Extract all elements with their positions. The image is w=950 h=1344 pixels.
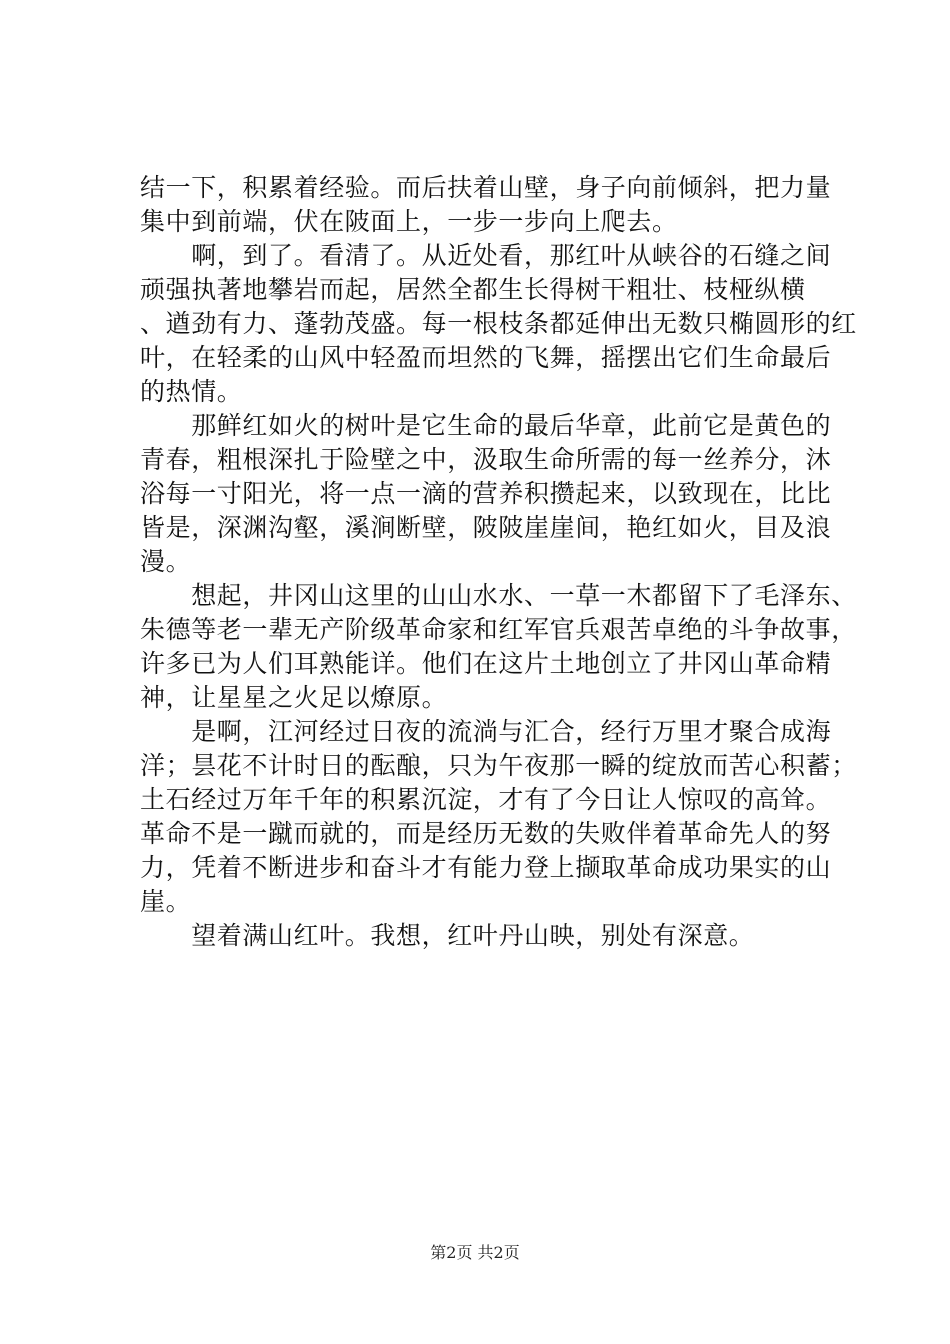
text-line: 青春，粗根深扎于险壁之中，汲取生命所需的每一丝养分，沐 xyxy=(140,445,832,474)
text-line: 崖。 xyxy=(140,887,192,916)
text-line: 、遒劲有力、蓬勃茂盛。每一根枝条都延伸出无数只椭圆形的红 xyxy=(140,309,857,338)
text-line: 神，让星星之火足以燎原。 xyxy=(140,683,448,712)
text-line: 洋；昙花不计时日的酝酿，只为午夜那一瞬的绽放而苦心积蓄； xyxy=(140,751,857,780)
text-line: 那鲜红如火的树叶是它生命的最后华章，此前它是黄色的 xyxy=(140,411,832,440)
text-line: 漫。 xyxy=(140,547,192,576)
text-line: 是啊，江河经过日夜的流淌与汇合，经行万里才聚合成海 xyxy=(140,717,832,746)
text-line: 叶，在轻柔的山风中轻盈而坦然的飞舞，摇摆出它们生命最后 xyxy=(140,343,832,372)
text-line: 集中到前端，伏在陂面上，一步一步向上爬去。 xyxy=(140,207,678,236)
text-line: 革命不是一蹴而就的，而是经历无数的失败伴着革命先人的努 xyxy=(140,819,832,848)
text-line: 顽强执著地攀岩而起，居然全都生长得树干粗壮、枝桠纵横 xyxy=(140,275,806,304)
text-line: 皆是，深渊沟壑，溪涧断壁，陂陂崖崖间，艳红如火，目及浪 xyxy=(140,513,832,542)
text-line: 力，凭着不断进步和奋斗才有能力登上撷取革命成功果实的山 xyxy=(140,853,832,882)
page-footer xyxy=(0,1242,950,1264)
page-number-label: 第2页 共2页 xyxy=(430,1243,520,1262)
text-line: 望着满山红叶。我想，红叶丹山映，别处有深意。 xyxy=(140,921,755,950)
text-line: 朱德等老一辈无产阶级革命家和红军官兵艰苦卓绝的斗争故事， xyxy=(140,615,857,644)
text-line: 土石经过万年千年的积累沉淀，才有了今日让人惊叹的高耸。 xyxy=(140,785,832,814)
text-line: 想起，井冈山这里的山山水水、一草一木都留下了毛泽东、 xyxy=(140,581,857,610)
body-text xyxy=(140,171,857,953)
text-line: 浴每一寸阳光，将一点一滴的营养积攒起来，以致现在，比比 xyxy=(140,479,832,508)
text-line: 的热情。 xyxy=(140,377,243,406)
text-line: 结一下，积累着经验。而后扶着山壁，身子向前倾斜，把力量 xyxy=(140,173,832,202)
text-line: 啊，到了。看清了。从近处看，那红叶从峡谷的石缝之间 xyxy=(140,241,832,270)
text-line: 许多已为人们耳熟能详。他们在这片土地创立了井冈山革命精 xyxy=(140,649,832,678)
